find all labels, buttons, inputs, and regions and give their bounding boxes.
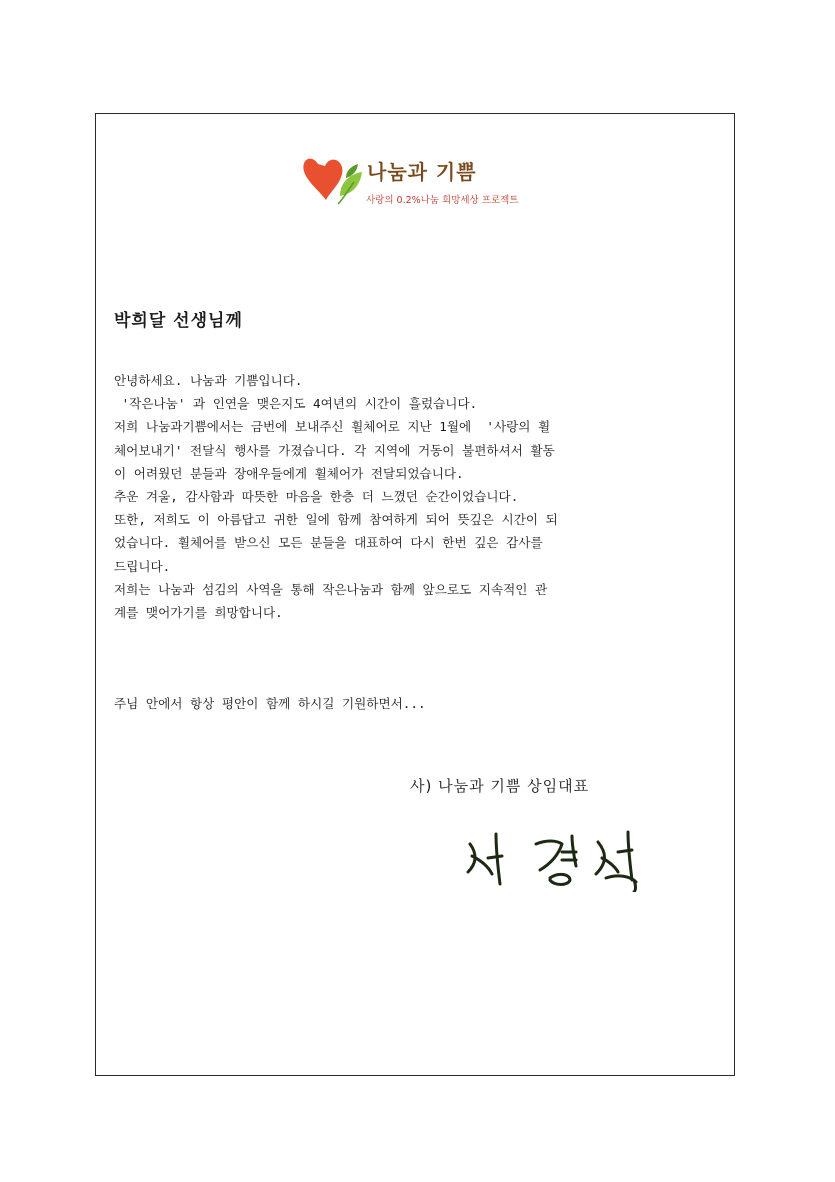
letter-line: 드립니다. (114, 558, 171, 574)
sender-organization: 사) 나눔과 기쁨 상임대표 (410, 777, 590, 795)
letter-line: 계를 맺어가기를 희망합니다. (114, 604, 283, 620)
letter-line: 추운 겨울, 감사함과 따뜻한 마음을 한층 더 느꼈던 순간이었습니다. (114, 488, 519, 504)
letter-line: '작은나눔' 과 인연을 맺은지도 4여년의 시간이 흘렀습니다. (114, 396, 478, 412)
organization-tagline: 사랑의 0.2%나눔 희망세상 프로젝트 (366, 195, 519, 206)
letter-line: 저희 나눔과기쁨에서는 금번에 보내주신 휠체어로 지난 1월에 '사랑의 휠 (114, 419, 551, 435)
organization-name: 나눔과 기쁨 (367, 160, 477, 184)
letter-salutation: 박희달 선생님께 (114, 311, 243, 331)
heart-leaf-logo-icon (300, 148, 370, 208)
letter-closing: 주님 안에서 항상 평안이 함께 하시길 기원하면서... (114, 696, 426, 711)
organization-logo (300, 148, 560, 210)
letter-line: 체어보내기' 전달식 행사를 가졌습니다. 각 지역에 거동이 불편하셔서 활동 (114, 442, 555, 458)
letter-line: 저희는 나눔과 섬김의 사역을 통해 작은나눔과 함께 앞으로도 지속적인 관 (114, 581, 548, 597)
letter-line: 이 어려웠던 분들과 장애우들에게 휠체어가 전달되었습니다. (114, 465, 464, 481)
letter-line: 안녕하세요. 나눔과 기쁨입니다. (114, 373, 303, 388)
letter-line: 또한, 저희도 이 아름답고 귀한 일에 함께 참여하게 되어 뜻깊은 시간이 되 (114, 512, 558, 528)
handwritten-signature (458, 822, 658, 892)
letter-line: 었습니다. 휠체어를 받으신 모든 분들을 대표하여 다시 한번 깊은 감사를 (114, 535, 543, 551)
letter-body (114, 369, 724, 624)
